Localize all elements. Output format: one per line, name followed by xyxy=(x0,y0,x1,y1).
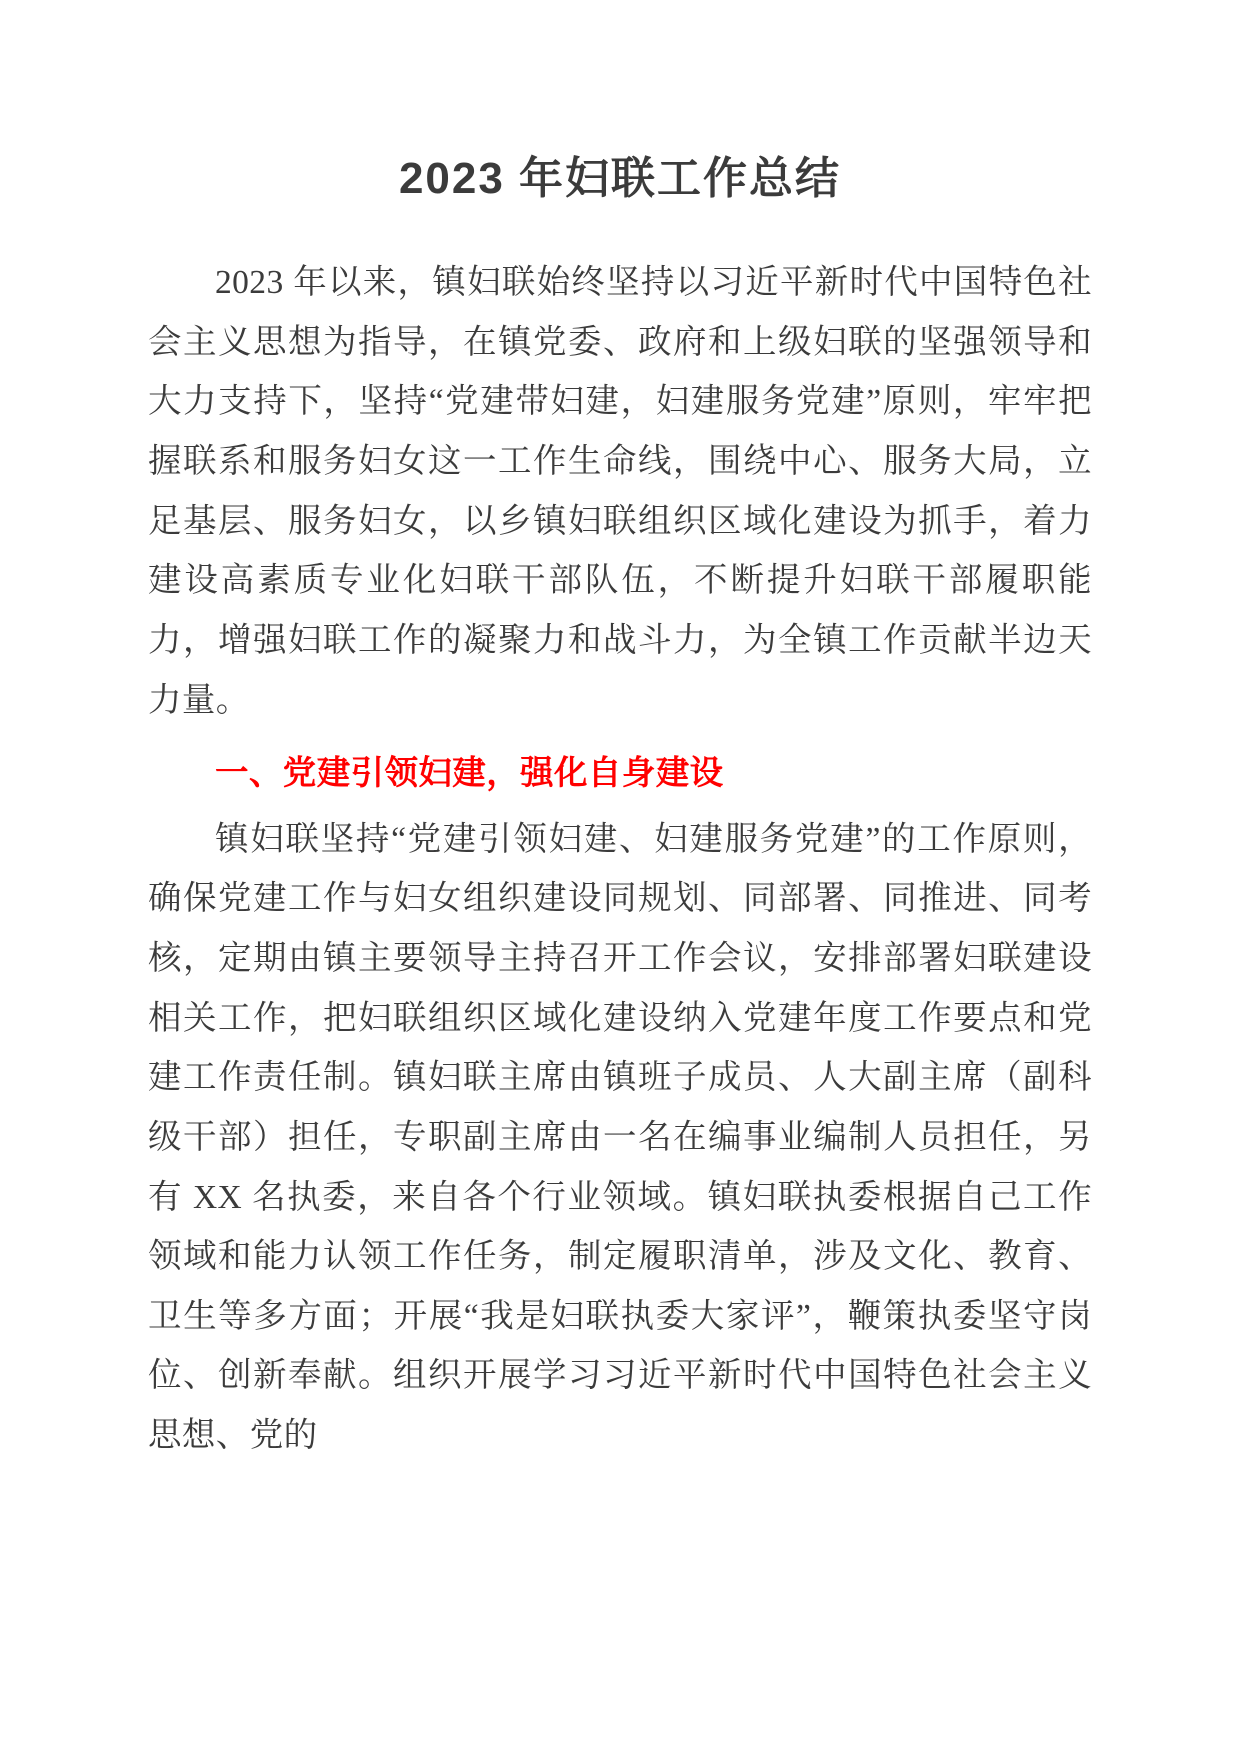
paragraph-section-1-body: 镇妇联坚持“党建引领妇建、妇建服务党建”的工作原则，确保党建工作与妇女组织建设同规划、同部署、同推进、同考核，定期由镇主要领导主持召开工作会议，安排部署妇联建设相关工作，把妇联组织区域化建设纳入党建年度工作要点和党建工作责任制。镇妇联主席由镇班子成员、人大副主席（副科级干部）担任，专职副主席由一名在编事业编制人员担任，另有 XX 名执委，来自各个行业领域。镇妇联执委根据自己工作领域和能力认领工作任务，制定履职清单，涉及文化、教育、卫生等多方面；开展“我是妇联执委大家评”，鞭策执委坚守岗位、创新奉献。组织开展学习习近平新时代中国特色社会主义思想、党的 xyxy=(148,820,1092,1455)
paragraph-intro: 2023 年以来，镇妇联始终坚持以习近平新时代中国特色社会主义思想为指导，在镇党委、政府和上级妇联的坚强领导和大力支持下，坚持“党建带妇建，妇建服务党建”原则，牢牢把握联系和服务妇女这一工作生命线，围绕中心、服务大局，立足基层、服务妇女，以乡镇妇联组织区域化建设为抓手，着力建设高素质专业化妇联干部队伍，不断提升妇联干部履职能力，增强妇联工作的凝聚力和战斗力，为全镇工作贡献半边天力量。 xyxy=(148,264,1092,719)
section-heading-1: 一、党建引领妇建，强化自身建设 xyxy=(215,755,724,793)
page-title: 2023 年妇联工作总结 xyxy=(398,154,842,203)
